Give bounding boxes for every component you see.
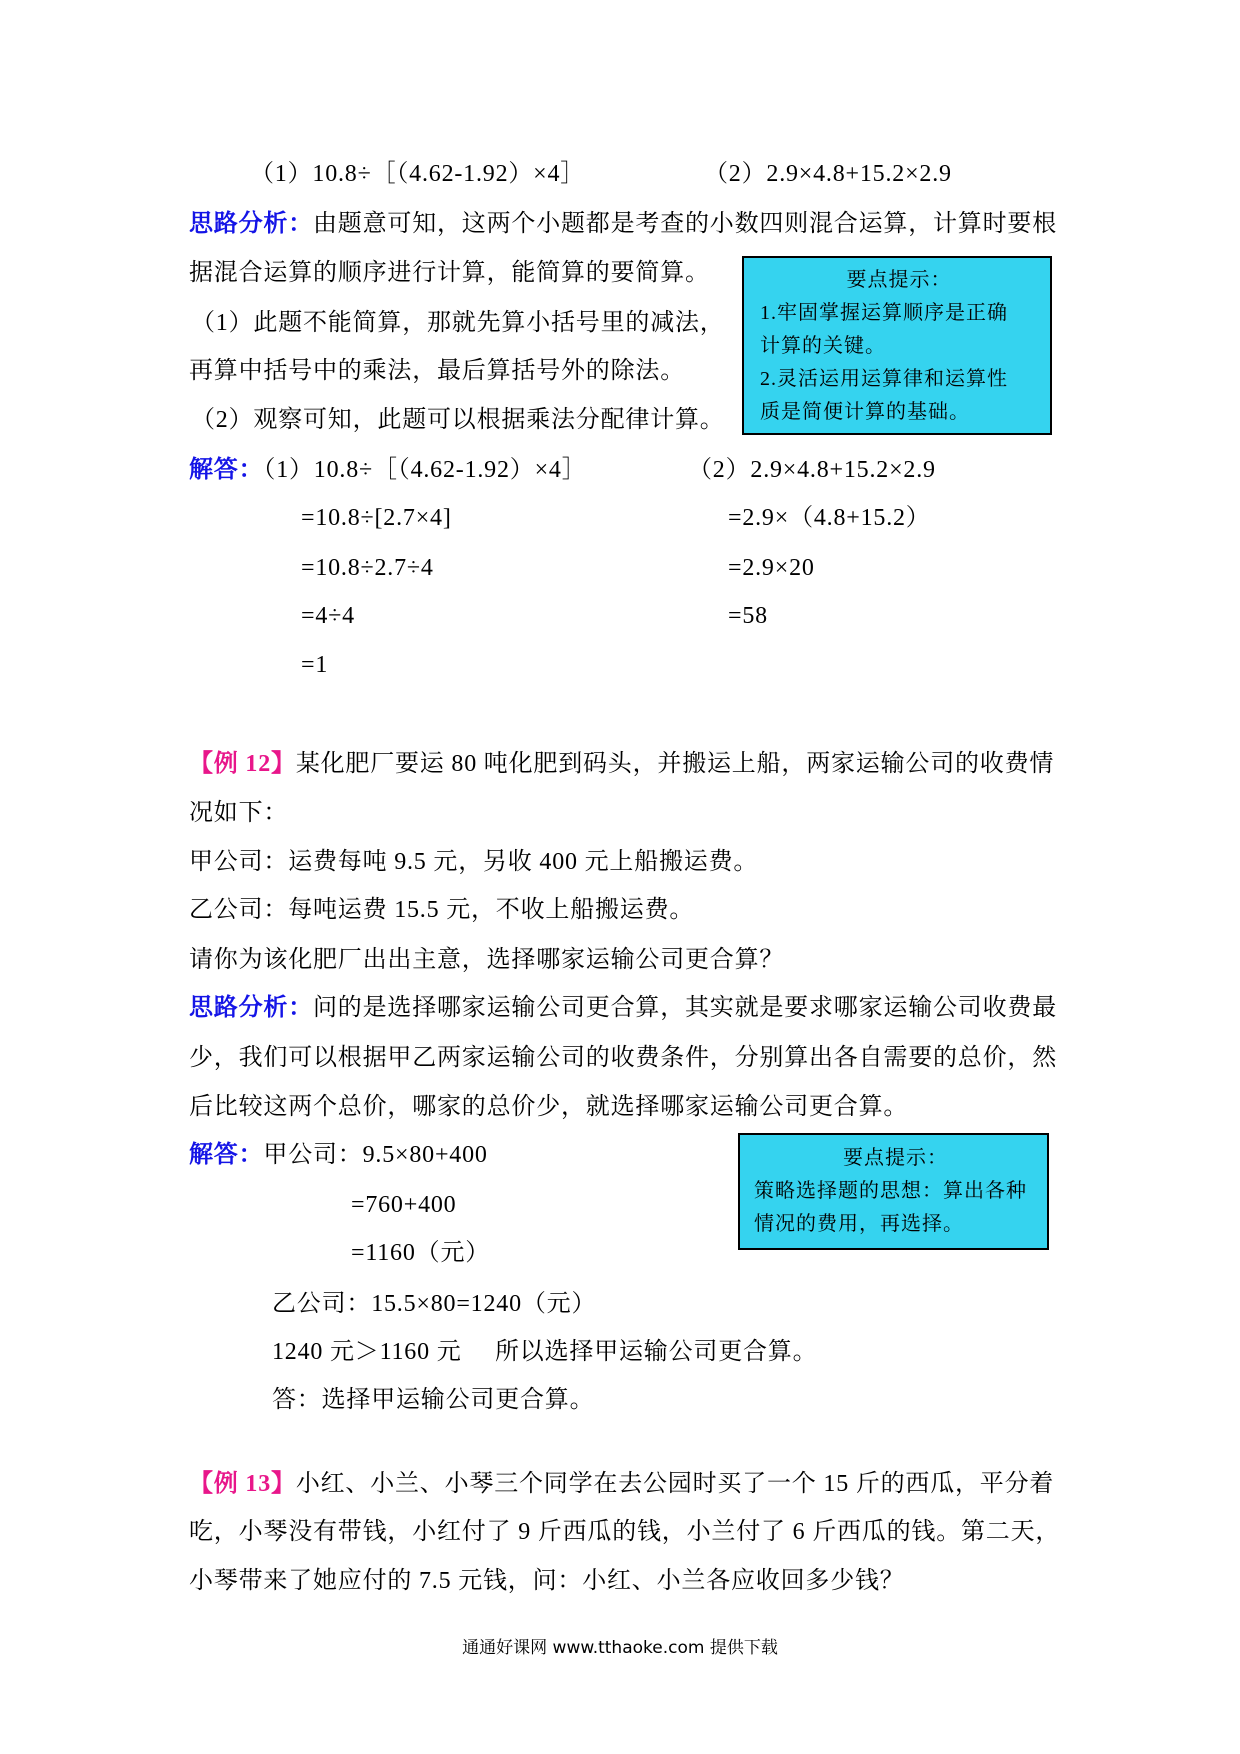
answer-step: 乙公司：15.5×80=1240（元） (272, 1291, 597, 1317)
final-answer: 答：选择甲运输公司更合算。 (272, 1387, 595, 1413)
tip-line: 计算的关键。 (760, 335, 886, 357)
example-label: 【例 12】 (189, 751, 296, 777)
ex12-line-3: 甲公司：运费每吨 9.5 元，另收 400 元上船搬运费。 (189, 849, 759, 875)
analysis-2-line-2: 少，我们可以根据甲乙两家运输公司的收费条件，分别算出各自需要的总价，然 (189, 1045, 1057, 1071)
ex13-line-3: 小琴带来了她应付的 7.5 元钱，问：小红、小兰各应收回多少钱？ (189, 1568, 905, 1594)
tip-box-2 (738, 1133, 1049, 1250)
ex12-line-2: 况如下： (189, 800, 289, 826)
analysis-1-line-1 (189, 210, 1057, 238)
calc-step: =1 (301, 652, 329, 678)
answer-step: =1160（元） (351, 1240, 491, 1266)
example-text: 某化肥厂要运 80 吨化肥到码头，并搬运上船，两家运输公司的收费情 (295, 751, 1055, 777)
ex12-line-4: 乙公司：每吨运费 15.5 元，不收上船搬运费。 (189, 897, 695, 923)
page-footer: 通通好课网 www.tthaoke.com 提供下载 (462, 1638, 778, 1658)
tip-title: 要点提示： (846, 269, 952, 291)
tip-box-1 (742, 256, 1052, 435)
calc-step: =10.8÷2.7÷4 (301, 555, 434, 581)
calc-step: =2.9×（4.8+15.2） (728, 505, 931, 531)
calc-step: =4÷4 (301, 603, 355, 629)
answer-step: =760+400 (351, 1192, 457, 1218)
example-text: 小红、小兰、小琴三个同学在去公园时买了一个 15 斤的西瓜，平分着 (295, 1471, 1055, 1497)
analysis-text: 由题意可知，这两个小题都是考查的小数四则混合运算，计算时要根 (313, 211, 1057, 237)
analysis-1-line-2: 据混合运算的顺序进行计算，能简算的要简算。 (189, 260, 710, 286)
example-label: 【例 13】 (189, 1471, 296, 1497)
ex11-question-2: （2）2.9×4.8+15.2×2.9 (704, 161, 952, 187)
tip-title: 要点提示： (843, 1147, 948, 1169)
analysis-text: 问的是选择哪家运输公司更合算，其实就是要求哪家运输公司收费最 (313, 995, 1057, 1021)
answer-label: 解答： (189, 457, 264, 483)
ex11-question-1: （1）10.8÷［（4.62-1.92）×4］ (250, 161, 586, 187)
tip-line: 质是简便计算的基础。 (760, 401, 970, 423)
answer-question-1: （1）10.8÷［（4.62-1.92）×4］ (263, 457, 587, 483)
analysis-1-line-4: 再算中括号中的乘法，最后算括号外的除法。 (189, 358, 685, 384)
analysis-1-line-5: （2）观察可知，此题可以根据乘法分配律计算。 (191, 407, 725, 433)
calc-step: =10.8÷[2.7×4] (301, 505, 452, 531)
analysis-1-line-3: （1）此题不能简算，那就先算小括号里的减法， (191, 310, 725, 336)
answer-step: 甲公司：9.5×80+400 (263, 1142, 488, 1168)
ex13-line-2: 吃，小琴没有带钱，小红付了 9 斤西瓜的钱，小兰付了 6 斤西瓜的钱。第二天， (189, 1519, 1061, 1545)
analysis-label: 思路分析： (189, 995, 313, 1021)
calc-step: =58 (728, 603, 768, 629)
calc-step: =2.9×20 (728, 555, 815, 581)
tip-line: 情况的费用，再选择。 (754, 1213, 964, 1235)
answer-question-2: （2）2.9×4.8+15.2×2.9 (688, 457, 936, 483)
comparison: 1240 元＞1160 元 (272, 1339, 462, 1365)
ex13-line-1 (189, 1470, 1054, 1498)
ex12-line-1 (189, 750, 1054, 778)
tip-line: 1.牢固掌握运算顺序是正确 (760, 302, 1008, 324)
analysis-2-line-1 (189, 994, 1057, 1022)
tip-line: 2.灵活运用运算律和运算性 (760, 368, 1008, 390)
analysis-label: 思路分析： (189, 211, 313, 237)
answer-1-heading (189, 456, 587, 484)
answer-label: 解答： (189, 1142, 264, 1168)
analysis-2-line-3: 后比较这两个总价，哪家的总价少，就选择哪家运输公司更合算。 (189, 1094, 909, 1120)
ex12-line-5: 请你为该化肥厂出出主意，选择哪家运输公司更合算？ (189, 947, 785, 973)
conclusion: 所以选择甲运输公司更合算。 (495, 1339, 818, 1365)
answer-2-heading (189, 1141, 488, 1169)
tip-line: 策略选择题的思想：算出各种 (754, 1180, 1027, 1202)
